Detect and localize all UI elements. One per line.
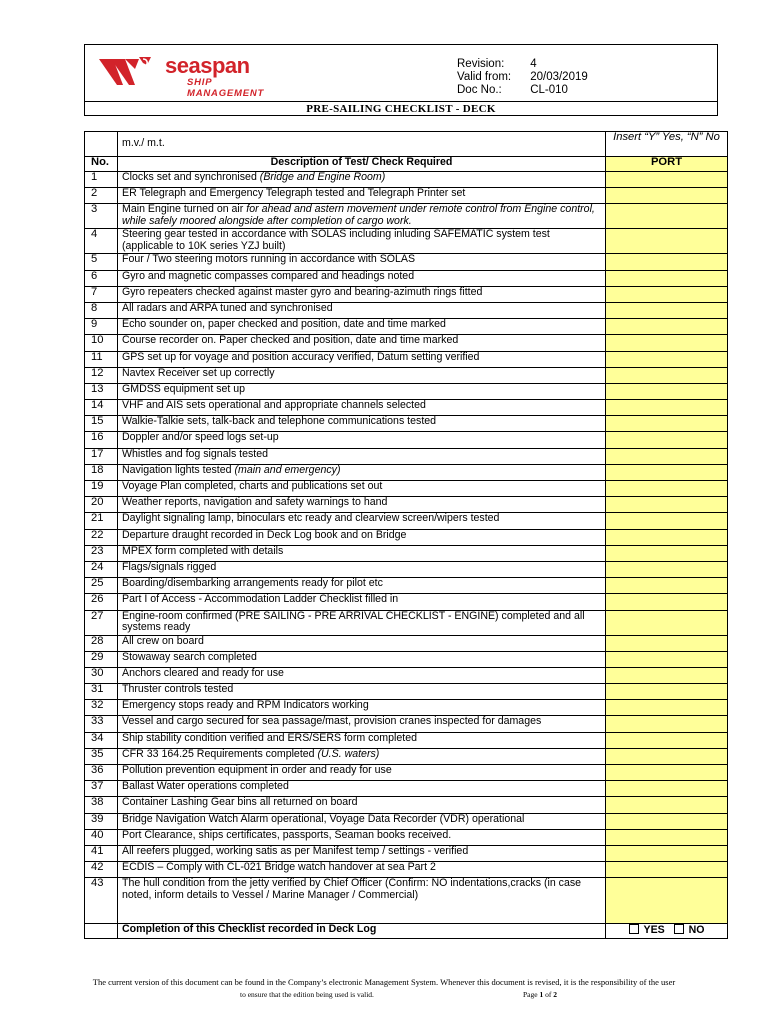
valid-from-label: Valid from: — [457, 71, 512, 83]
item-text: Walkie-Talkie sets, talk-back and telephone communications tested — [122, 415, 437, 428]
vessel-name-field[interactable] — [118, 132, 606, 157]
port-check-cell[interactable] — [606, 204, 728, 229]
item-text: Ballast Water operations completed — [122, 780, 289, 793]
item-description — [118, 829, 606, 845]
item-description — [118, 845, 606, 861]
yes-label: YES — [643, 924, 665, 937]
port-check-cell[interactable] — [606, 813, 728, 829]
seaspan-logo-icon — [99, 55, 157, 89]
port-check-cell[interactable] — [606, 302, 728, 318]
port-check-cell[interactable] — [606, 651, 728, 667]
checklist-row — [85, 416, 728, 432]
item-text-italic: (Bridge and Engine Room) — [259, 171, 386, 183]
port-check-cell[interactable] — [606, 481, 728, 497]
port-check-cell[interactable] — [606, 578, 728, 594]
item-text: Part I of Access - Accommodation Ladder Checklist filled in — [122, 593, 399, 606]
footer-notice-2: to ensure that the edition being used is valid. — [240, 990, 374, 999]
item-number: 11 — [85, 351, 118, 367]
item-number: 16 — [85, 432, 118, 448]
port-check-cell[interactable] — [606, 594, 728, 610]
checklist-row — [85, 862, 728, 878]
checklist-row — [85, 319, 728, 335]
item-description — [118, 578, 606, 594]
checklist-row — [85, 335, 728, 351]
vessel-label: m.v./ m.t. — [122, 137, 165, 150]
checklist-row — [85, 716, 728, 732]
checklist-row — [85, 229, 728, 254]
valid-from-value: 20/03/2019 — [530, 71, 588, 83]
item-number: 27 — [85, 610, 118, 635]
item-text: ECDIS – Comply with CL-021 Bridge watch handover at sea Part 2 — [122, 861, 436, 874]
port-check-cell[interactable] — [606, 716, 728, 732]
item-text: Whistles and fog signals tested — [122, 448, 269, 460]
checklist-row — [85, 700, 728, 716]
port-check-cell[interactable] — [606, 351, 728, 367]
item-number: 14 — [85, 400, 118, 416]
no-label: NO — [688, 924, 705, 937]
item-text: VHF and AIS sets operational and appropriate channels selected — [122, 399, 426, 412]
item-number: 17 — [85, 448, 118, 464]
checklist-row — [85, 732, 728, 748]
footer-notice: The current version of this document can be found in the Company’s electronic Management System. Whenever this document is revised, it is the responsibility of the user — [92, 977, 676, 987]
item-text: GMDSS equipment set up — [122, 383, 246, 395]
item-description — [118, 748, 606, 764]
document-header — [84, 44, 718, 116]
item-number: 33 — [85, 716, 118, 732]
item-number: 6 — [85, 270, 118, 286]
item-text: Echo sounder on, paper checked and position, date and time marked — [122, 318, 446, 331]
page-current: 1 — [539, 990, 544, 999]
port-check-cell[interactable] — [606, 610, 728, 635]
checklist-row — [85, 448, 728, 464]
item-text: Anchors cleared and ready for use — [122, 667, 284, 679]
page-of: of — [545, 990, 552, 999]
item-number: 38 — [85, 797, 118, 813]
item-number: 22 — [85, 529, 118, 545]
item-description — [118, 464, 606, 480]
item-text: Weather reports, navigation and safety warnings to hand — [122, 496, 388, 509]
port-check-cell[interactable] — [606, 561, 728, 577]
item-description — [118, 781, 606, 797]
item-text: CFR 33 164.25 Requirements completed — [122, 748, 318, 760]
port-check-cell[interactable] — [606, 513, 728, 529]
item-text: Vessel and cargo secured for sea passage/mast, provision cranes inspected for damages — [122, 715, 542, 728]
item-number: 2 — [85, 188, 118, 204]
item-description — [118, 383, 606, 399]
port-check-cell[interactable] — [606, 545, 728, 561]
checklist-row — [85, 302, 728, 318]
item-description — [118, 335, 606, 351]
insert-instruction: Insert “Y” Yes, “N” No — [606, 132, 728, 157]
item-number: 20 — [85, 497, 118, 513]
checklist-row — [85, 351, 728, 367]
item-text-italic: for ahead and astern movement under remote control from Engine control, while safely moored alongside after completion of cargo work. — [122, 203, 595, 227]
item-number: 34 — [85, 732, 118, 748]
item-text: Stowaway search completed — [122, 651, 257, 663]
checklist-row — [85, 464, 728, 480]
item-description — [118, 529, 606, 545]
item-number: 42 — [85, 862, 118, 878]
item-description — [118, 254, 606, 270]
item-description — [118, 302, 606, 318]
item-text: Container Lashing Gear bins all returned on board — [122, 796, 358, 809]
item-description — [118, 172, 606, 188]
checklist-row — [85, 432, 728, 448]
vessel-row — [85, 132, 728, 157]
checklist-row — [85, 635, 728, 651]
item-number: 13 — [85, 383, 118, 399]
valid-from-row — [457, 71, 588, 83]
port-check-cell[interactable] — [606, 416, 728, 432]
item-text: Engine-room confirmed (PRE SAILING - PRE ARRIVAL CHECKLIST - ENGINE) completed and all systems ready — [122, 610, 585, 634]
checklist-row — [85, 545, 728, 561]
item-number: 12 — [85, 367, 118, 383]
checklist-row — [85, 829, 728, 845]
item-description — [118, 497, 606, 513]
item-number: 21 — [85, 513, 118, 529]
checklist-row — [85, 667, 728, 683]
item-description — [118, 610, 606, 635]
doc-no-value: CL-010 — [530, 84, 568, 96]
item-text: Thruster controls tested — [122, 683, 234, 696]
completion-row — [85, 924, 728, 939]
item-text-italic: (U.S. waters) — [317, 748, 380, 760]
port-check-cell[interactable] — [606, 862, 728, 878]
port-check-cell[interactable] — [606, 448, 728, 464]
checklist-row — [85, 684, 728, 700]
revision-label: Revision: — [457, 58, 505, 70]
item-text: All crew on board — [122, 635, 204, 647]
col-desc-header: Description of Test/ Check Required — [118, 157, 606, 172]
item-text: Course recorder on. Paper checked and position, date and time marked — [122, 334, 459, 347]
revision-row — [457, 58, 537, 70]
port-check-cell[interactable] — [606, 635, 728, 651]
item-text: Main Engine turned on air — [122, 203, 247, 216]
port-check-cell[interactable] — [606, 829, 728, 845]
vessel-no-cell — [85, 132, 118, 157]
checklist-row — [85, 497, 728, 513]
port-check-cell[interactable] — [606, 878, 728, 924]
page-label: Page — [523, 990, 538, 999]
checklist-row — [85, 481, 728, 497]
checklist-row — [85, 383, 728, 399]
checklist-row — [85, 254, 728, 270]
item-text: Navtex Receiver set up correctly — [122, 367, 275, 379]
brand-name: seaspan — [165, 53, 250, 78]
item-number: 8 — [85, 302, 118, 318]
checklist-row — [85, 813, 728, 829]
item-number: 18 — [85, 464, 118, 480]
item-description — [118, 400, 606, 416]
port-check-cell[interactable] — [606, 497, 728, 513]
item-number: 28 — [85, 635, 118, 651]
port-check-cell[interactable] — [606, 748, 728, 764]
checklist-row — [85, 797, 728, 813]
column-header-row — [85, 157, 728, 172]
item-text: Steering gear tested in accordance with SOLAS including inluding SAFEMATIC system test (applicable to 10K series YZJ built) — [122, 228, 550, 252]
item-description — [118, 732, 606, 748]
port-check-cell[interactable] — [606, 188, 728, 204]
item-text: Bridge Navigation Watch Alarm operational, Voyage Data Recorder (VDR) operational — [122, 813, 525, 825]
item-number: 24 — [85, 561, 118, 577]
item-description — [118, 700, 606, 716]
doc-no-row — [457, 84, 568, 96]
item-text: Daylight signaling lamp, binoculars etc ready and clearview screen/wipers tested — [122, 512, 500, 525]
yes-checkbox-icon[interactable] — [629, 924, 639, 934]
item-number: 4 — [85, 229, 118, 254]
item-text: GPS set up for voyage and position accuracy verified, Datum setting verified — [122, 351, 480, 363]
item-description — [118, 651, 606, 667]
item-number: 43 — [85, 878, 118, 924]
item-description — [118, 188, 606, 204]
item-description — [118, 481, 606, 497]
item-text: Doppler and/or speed logs set-up — [122, 431, 279, 444]
item-number: 37 — [85, 781, 118, 797]
port-check-cell[interactable] — [606, 797, 728, 813]
port-check-cell[interactable] — [606, 229, 728, 254]
item-text: Four / Two steering motors running in accordance with SOLAS — [122, 253, 416, 266]
item-number: 10 — [85, 335, 118, 351]
item-description — [118, 594, 606, 610]
item-text: Port Clearance, ships certificates, passports, Seaman books received. — [122, 829, 452, 841]
item-text: Gyro repeaters checked against master gyro and bearing-azimuth rings fitted — [122, 286, 483, 298]
item-text: All reefers plugged, working satis as per Manifest temp / settings - verified — [122, 845, 469, 857]
item-description — [118, 797, 606, 813]
item-number: 15 — [85, 416, 118, 432]
no-checkbox-icon[interactable] — [674, 924, 684, 934]
item-text: Clocks set and synchronised — [122, 171, 260, 183]
item-number: 40 — [85, 829, 118, 845]
port-check-cell[interactable] — [606, 383, 728, 399]
col-no-header: No. — [85, 157, 118, 172]
item-text: ER Telegraph and Emergency Telegraph tested and Telegraph Printer set — [122, 187, 466, 200]
item-description — [118, 635, 606, 651]
checklist-row — [85, 367, 728, 383]
checklist-row — [85, 172, 728, 188]
item-text: Voyage Plan completed, charts and publications set out — [122, 480, 383, 492]
company-logo — [99, 53, 289, 99]
item-text: Departure draught recorded in Deck Log book and on Bridge — [122, 529, 407, 541]
port-check-cell[interactable] — [606, 432, 728, 448]
item-number: 23 — [85, 545, 118, 561]
item-description — [118, 684, 606, 700]
checklist-row — [85, 878, 728, 924]
checklist-row — [85, 765, 728, 781]
item-text: Pollution prevention equipment in order and ready for use — [122, 764, 392, 776]
port-check-cell[interactable] — [606, 684, 728, 700]
revision-value: 4 — [530, 58, 537, 70]
no-option[interactable] — [674, 924, 705, 936]
item-number: 26 — [85, 594, 118, 610]
checklist-row — [85, 529, 728, 545]
col-port-header: PORT — [606, 157, 728, 172]
checklist-row — [85, 748, 728, 764]
completion-label: Completion of this Checklist recorded in Deck Log — [118, 924, 606, 939]
item-description — [118, 432, 606, 448]
item-description — [118, 204, 606, 229]
item-description — [118, 667, 606, 683]
item-number: 1 — [85, 172, 118, 188]
item-number: 31 — [85, 684, 118, 700]
yes-option[interactable] — [629, 924, 665, 936]
document-title: PRE-SAILING CHECKLIST - DECK — [306, 103, 496, 115]
port-check-cell[interactable] — [606, 781, 728, 797]
page-indicator — [523, 990, 557, 999]
item-description — [118, 878, 606, 924]
item-number: 36 — [85, 765, 118, 781]
item-description — [118, 513, 606, 529]
checklist-row — [85, 270, 728, 286]
item-text: All radars and ARPA tuned and synchronised — [122, 302, 333, 314]
item-number: 19 — [85, 481, 118, 497]
checklist-row — [85, 610, 728, 635]
item-text-italic: (main and emergency) — [234, 464, 341, 476]
item-text: Gyro and magnetic compasses compared and headings noted — [122, 270, 415, 282]
item-text: MPEX form completed with details — [122, 545, 284, 557]
item-number: 3 — [85, 204, 118, 229]
port-check-cell[interactable] — [606, 700, 728, 716]
item-description — [118, 351, 606, 367]
item-description — [118, 545, 606, 561]
port-check-cell[interactable] — [606, 400, 728, 416]
item-description — [118, 813, 606, 829]
brand-subtitle: SHIP MANAGEMENT — [187, 77, 265, 99]
item-number: 25 — [85, 578, 118, 594]
item-number: 30 — [85, 667, 118, 683]
item-text: Flags/signals rigged — [122, 561, 217, 573]
item-description — [118, 286, 606, 302]
port-check-cell[interactable] — [606, 845, 728, 861]
port-check-cell[interactable] — [606, 765, 728, 781]
completion-no-cell — [85, 924, 118, 939]
checklist-row — [85, 204, 728, 229]
port-check-cell[interactable] — [606, 335, 728, 351]
item-number: 5 — [85, 254, 118, 270]
item-description — [118, 229, 606, 254]
port-check-cell[interactable] — [606, 319, 728, 335]
item-description — [118, 561, 606, 577]
port-check-cell[interactable] — [606, 254, 728, 270]
port-check-cell[interactable] — [606, 270, 728, 286]
checklist-row — [85, 513, 728, 529]
item-description — [118, 765, 606, 781]
doc-no-label: Doc No.: — [457, 84, 502, 96]
port-check-cell[interactable] — [606, 529, 728, 545]
item-number: 7 — [85, 286, 118, 302]
port-check-cell[interactable] — [606, 667, 728, 683]
port-check-cell[interactable] — [606, 464, 728, 480]
item-number: 32 — [85, 700, 118, 716]
checklist-row — [85, 594, 728, 610]
item-text: Boarding/disembarking arrangements ready for pilot etc — [122, 577, 383, 590]
port-check-cell[interactable] — [606, 172, 728, 188]
checklist-row — [85, 188, 728, 204]
header-divider — [85, 101, 717, 102]
item-description — [118, 367, 606, 383]
checklist-row — [85, 651, 728, 667]
item-description — [118, 716, 606, 732]
item-description — [118, 448, 606, 464]
item-number: 29 — [85, 651, 118, 667]
checklist-row — [85, 400, 728, 416]
checklist-table — [84, 131, 728, 939]
item-description — [118, 416, 606, 432]
checklist-row — [85, 845, 728, 861]
port-check-cell[interactable] — [606, 286, 728, 302]
checklist-row — [85, 578, 728, 594]
completion-choice — [606, 924, 728, 939]
page-total: 2 — [553, 990, 557, 999]
item-description — [118, 862, 606, 878]
checklist-row — [85, 781, 728, 797]
port-check-cell[interactable] — [606, 367, 728, 383]
item-number: 9 — [85, 319, 118, 335]
item-text: Navigation lights tested — [122, 464, 235, 476]
item-number: 41 — [85, 845, 118, 861]
port-check-cell[interactable] — [606, 732, 728, 748]
checklist-row — [85, 561, 728, 577]
item-text: Emergency stops ready and RPM Indicators working — [122, 699, 369, 712]
item-description — [118, 319, 606, 335]
item-description — [118, 270, 606, 286]
item-number: 35 — [85, 748, 118, 764]
item-text: The hull condition from the jetty verified by Chief Officer (Confirm: NO indentations,cracks (in case noted, inform details to Vessel / Marine Manager / Commercial) — [122, 877, 582, 901]
checklist-row — [85, 286, 728, 302]
item-number: 39 — [85, 813, 118, 829]
item-text: Ship stability condition verified and ERS/SERS form completed — [122, 732, 418, 744]
